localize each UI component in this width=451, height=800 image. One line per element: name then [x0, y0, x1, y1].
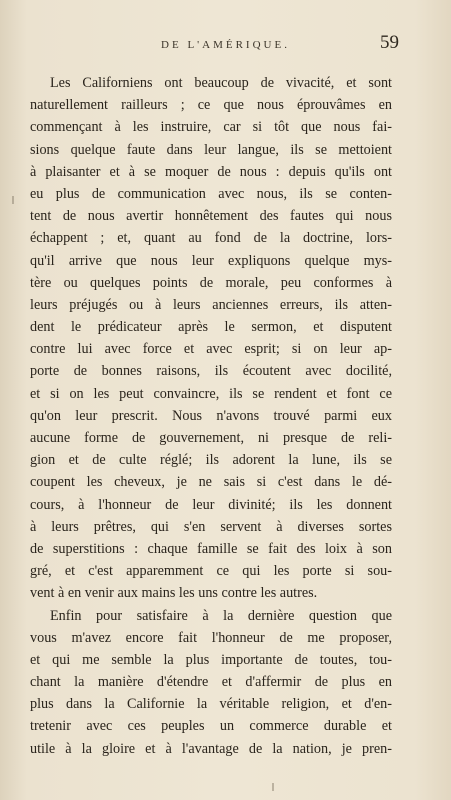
text-line: qu'il arrive que nous leur expliquons quelque mys-: [30, 252, 392, 269]
text-line: commençant à les instruire, car si tôt que nous fai-: [30, 119, 392, 136]
text-line: sions quelque faute dans leur langue, ils se mettoient: [30, 141, 392, 158]
text-line: porte de bonnes raisons, ils écoutent avec docilité,: [30, 363, 392, 380]
text-line: à leurs prêtres, qui s'en servent à diverses sortes: [30, 518, 392, 535]
text-line: Les Californiens ont beaucoup de vivacité, et sont: [50, 75, 392, 91]
text-line: tent de nous avertir honnêtement des fautes qui nous: [30, 208, 392, 225]
text-line: utile à la gloire et à l'avantage de la nation, je pren-: [30, 740, 392, 757]
text-line: coupent les cheveux, je ne sais si c'est dans le dé-: [30, 474, 392, 491]
text-line: plus dans la Californie la véritable religion, et d'en-: [30, 696, 392, 713]
text-line: qu'on leur prescrit. Nous n'avons trouvé parmi eux: [30, 407, 392, 424]
text-line: gion et de culte réglé; ils adorent la lune, ils se: [30, 452, 392, 469]
text-line: aucune forme de gouvernement, ni presque de reli-: [30, 430, 392, 446]
text-line: vous m'avez encore fait l'honneur de me proposer,: [30, 629, 392, 646]
text-line: tère ou quelques points de morale, peu conformes à: [30, 274, 392, 291]
margin-mark: [12, 196, 14, 204]
body-text: [30, 72, 392, 760]
text-line: vent à en venir aux mains les uns contre les autres.: [30, 585, 318, 602]
text-line: chant la manière d'étendre et d'affermir de plus en: [30, 674, 392, 691]
text-line: contre lui avec force et avec esprit; si on leur ap-: [30, 341, 392, 358]
text-line: naturellement railleurs ; ce que nous éprouvâmes en: [30, 97, 392, 114]
text-line: échappent ; et, quant au fond de la doctrine, lors-: [30, 230, 392, 247]
text-line: cours, à l'honneur de leur divinité; ils les donnent: [30, 496, 392, 513]
text-line: gré, et c'est apparemment ce qui les porte si sou-: [30, 563, 392, 580]
text-line: à plaisanter et à se moquer de nous : depuis qu'ils ont: [30, 163, 392, 180]
text-line: et si on les peut convaincre, ils se rendent et font ce: [30, 385, 392, 402]
page-number: 59: [380, 32, 399, 53]
bottom-mark: [272, 783, 274, 791]
text-line: eu plus de communication avec nous, ils se conten-: [30, 185, 392, 202]
text-line: dent le prédicateur après le sermon, et disputent: [30, 319, 392, 336]
text-line: tretenir avec ces peuples un commerce durable et: [30, 718, 392, 735]
text-line: leurs préjugés ou à leurs anciennes erreurs, ils atten-: [30, 296, 392, 313]
text-line: Enfin pour satisfaire à la dernière question que: [50, 607, 392, 624]
text-line: de superstitions : chaque famille se fait des loix à son: [30, 540, 392, 557]
page-header: [0, 32, 451, 56]
running-head: DE L'AMÉRIQUE.: [161, 39, 290, 51]
text-line: et qui me semble la plus importante de toutes, tou-: [30, 651, 392, 668]
